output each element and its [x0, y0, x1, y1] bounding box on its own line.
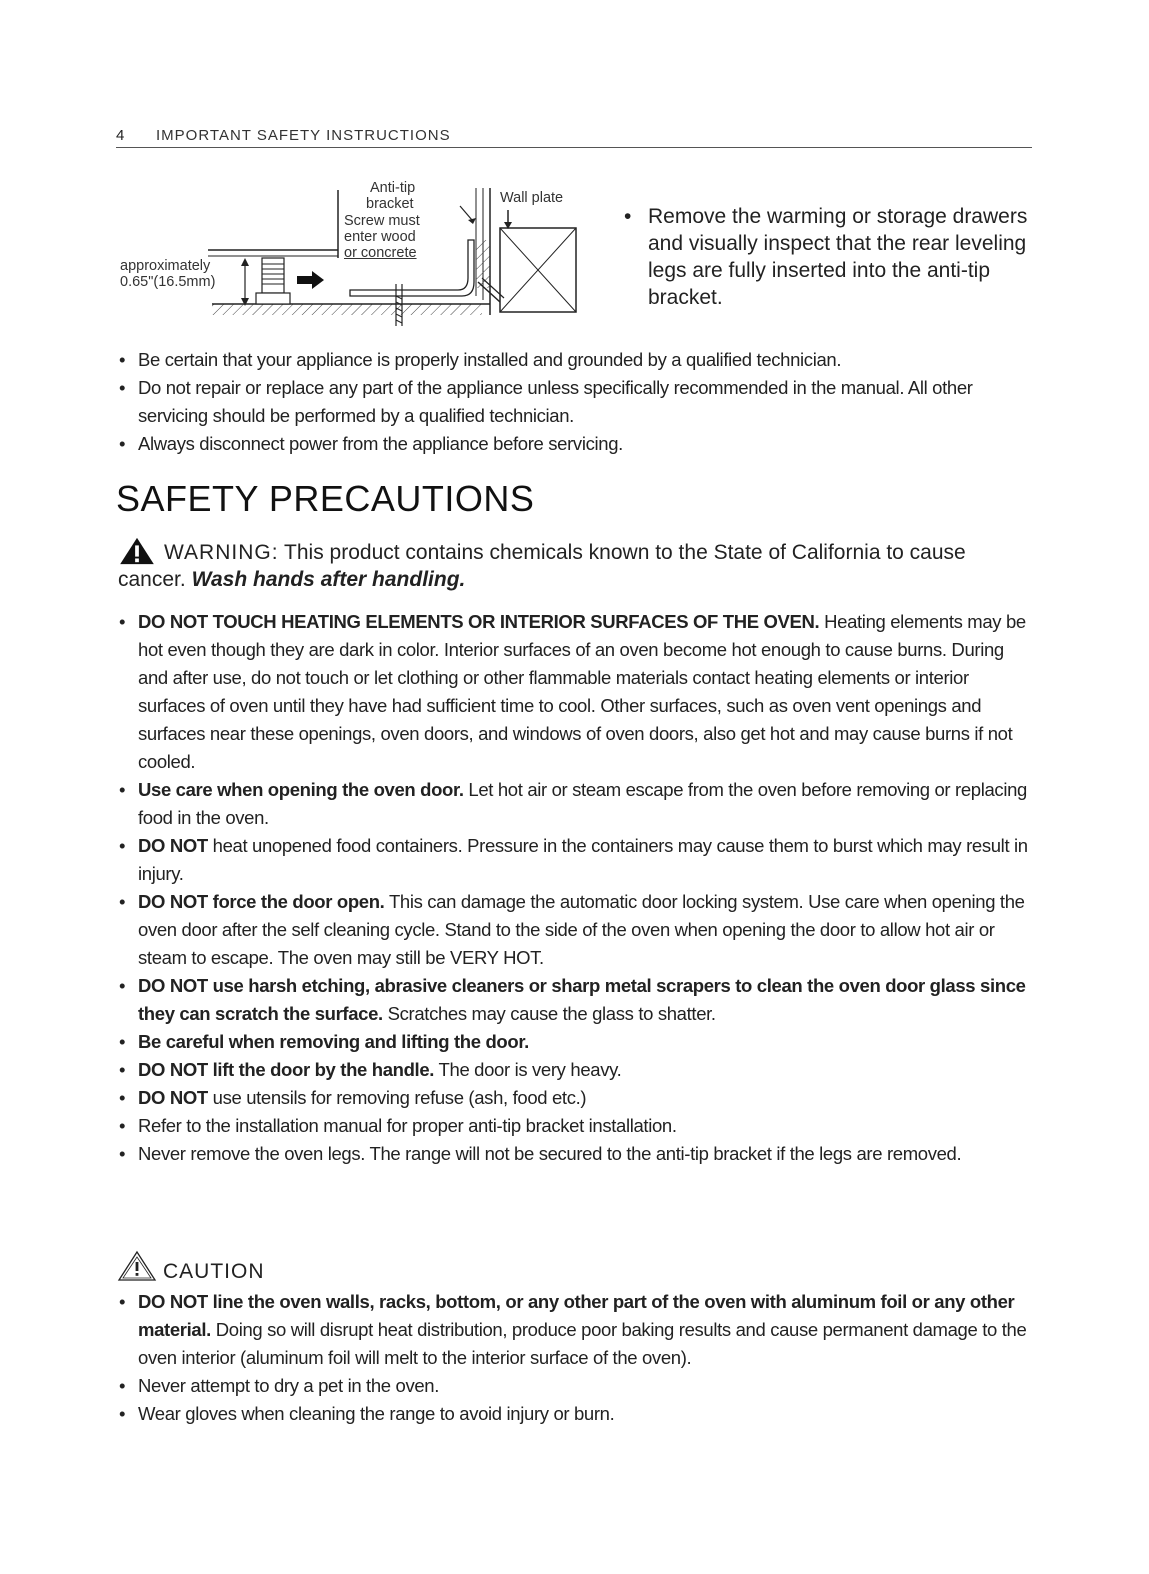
- list-item: • Always disconnect power from the appliance before servicing.: [116, 430, 1034, 458]
- floor-hatch: [212, 304, 482, 315]
- label-enter-wood: enter wood: [344, 229, 416, 245]
- label-dimension: 0.65"(16.5mm): [120, 274, 216, 290]
- list-item: • Do not repair or replace any part of the appliance unless specifically recommended in the manual. All other servicing should be performed by a qualified technician.: [116, 374, 1034, 430]
- caution-triangle-icon: [117, 1250, 161, 1282]
- warning-triangle-icon: [118, 537, 156, 565]
- section-title: SAFETY PRECAUTIONS: [116, 478, 535, 519]
- list-item: • Wear gloves when cleaning the range to avoid injury or burn.: [116, 1400, 1034, 1428]
- header-section-title: IMPORTANT SAFETY INSTRUCTIONS: [156, 127, 451, 144]
- list-item: • DO NOT heat unopened food containers. Pressure in the containers may cause them to burst which may result in injury.: [116, 832, 1034, 888]
- list-item: • Refer to the installation manual for proper anti-tip bracket installation.: [116, 1112, 1034, 1140]
- caution-heading: [117, 1250, 265, 1284]
- list-item: • DO NOT use utensils for removing refuse (ash, food etc.): [116, 1084, 1034, 1112]
- list-item: • DO NOT TOUCH HEATING ELEMENTS OR INTERIOR SURFACES OF THE OVEN. Heating elements may be hot even though they are dark in color. Interior surfaces of an oven become hot enough to cause burns. During and after use, do not touch or let clothing or other flammable materials contact heating elements or interior surfaces of oven until they have had sufficient time to cool. Other surfaces, such as oven vent openings and surfaces near these openings, oven doors, and windows of oven doors, also get hot and may cause burns if not cooled.: [116, 608, 1034, 776]
- list-item: • DO NOT force the door open. This can damage the automatic door locking system. Use care when opening the oven door after the self cleaning cycle. Stand to the side of the oven when opening the door to allow hot air or steam to escape. The oven may still be VERY HOT.: [116, 888, 1034, 972]
- label-bracket: bracket: [366, 196, 414, 212]
- label-wall-plate: Wall plate: [500, 190, 564, 206]
- page-header: [116, 127, 1032, 148]
- precautions-list: [116, 608, 1034, 1168]
- list-item: • DO NOT line the oven walls, racks, bottom, or any other part of the oven with aluminum foil or any other material. Doing so will disrupt heat distribution, produce poor baking results and cause permanent damage to the oven interior (aluminum foil will melt to the interior surface of the oven).: [116, 1288, 1034, 1372]
- warning-text: This product contains chemicals known to the State of California to cause cancer.: [118, 541, 966, 591]
- list-item: • Be certain that your appliance is properly installed and grounded by a qualified technician.: [116, 346, 1034, 374]
- label-anti-tip: Anti-tip: [370, 180, 416, 196]
- warning-emphasis: Wash hands after handling.: [191, 568, 466, 591]
- label-screw-must: Screw must: [344, 213, 420, 229]
- caution-list: [116, 1288, 1034, 1428]
- list-item: • Be careful when removing and lifting the door.: [116, 1028, 1034, 1056]
- list-item: • Never remove the oven legs. The range will not be secured to the anti-tip bracket if the legs are removed.: [116, 1140, 1034, 1168]
- page-number: 4: [116, 127, 126, 144]
- leveling-leg: [262, 258, 284, 293]
- warning-block: [118, 537, 1038, 593]
- list-item: • DO NOT use harsh etching, abrasive cleaners or sharp metal scrapers to clean the oven door glass since they can scratch the surface. Scratches may cause the glass to shatter.: [116, 972, 1034, 1028]
- label-approximately: approximately: [120, 258, 211, 274]
- warning-label: WARNING:: [164, 541, 279, 564]
- label-or-concrete: or concrete: [344, 245, 417, 261]
- list-item: • Use care when opening the oven door. Let hot air or steam escape from the oven before removing or replacing food in the oven.: [116, 776, 1034, 832]
- list-item: • DO NOT lift the door by the handle. The door is very heavy.: [116, 1056, 1034, 1084]
- anti-tip-diagram: [112, 178, 602, 333]
- intro-list: [116, 346, 1034, 458]
- caution-label: CAUTION: [163, 1260, 265, 1283]
- arrow-icon: [297, 271, 324, 289]
- list-item: • Never attempt to dry a pet in the oven.: [116, 1372, 1034, 1400]
- diagram-note: • Remove the warming or storage drawers and visually inspect that the rear leveling legs are fully inserted into the anti-tip bracket.: [622, 203, 1032, 311]
